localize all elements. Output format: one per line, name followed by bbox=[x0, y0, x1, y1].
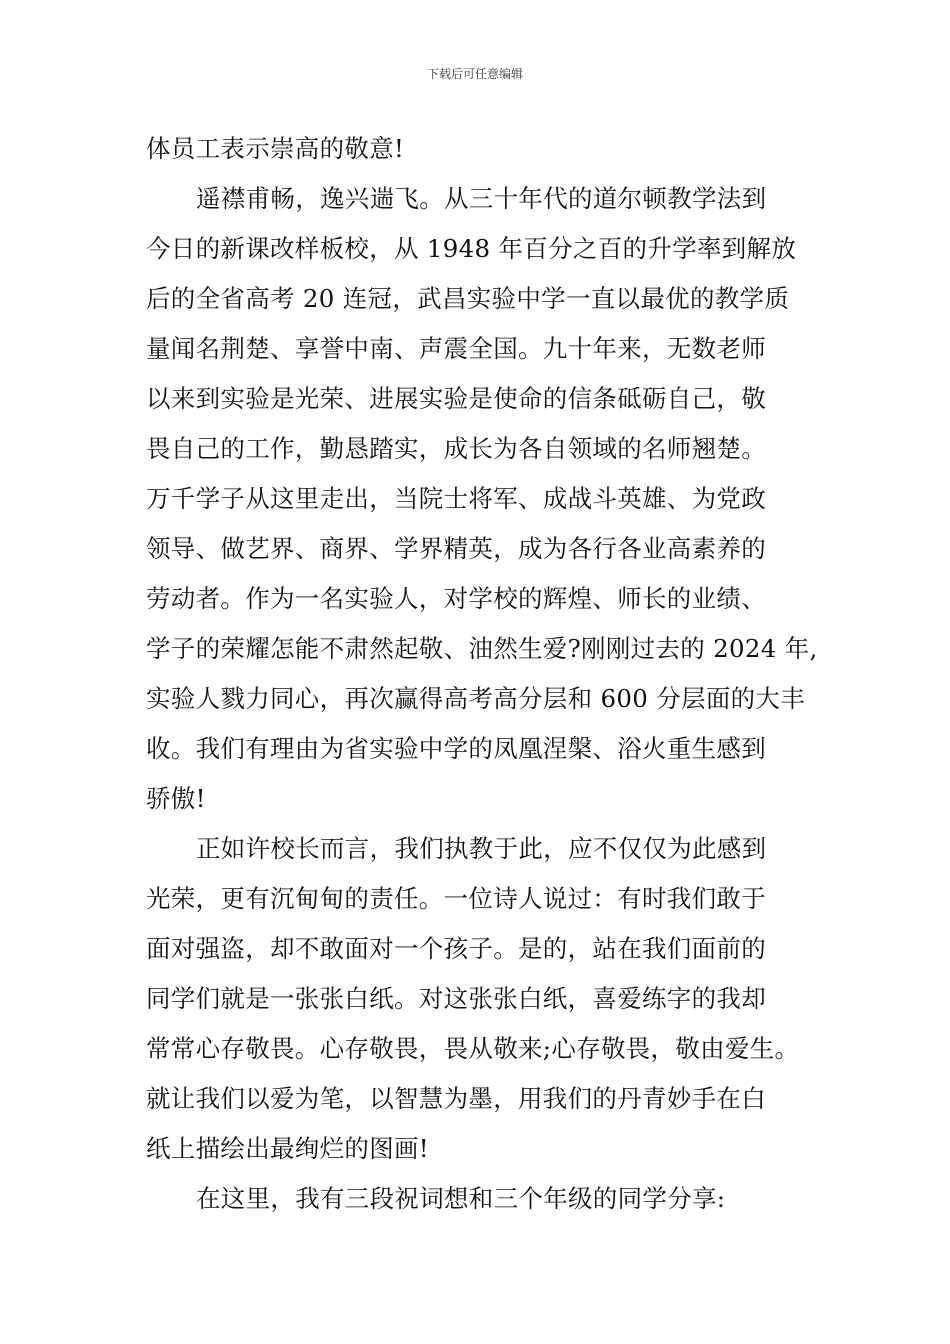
text-line: 学子的荣耀怎能不肃然起敬、油然生爱?刚刚过去的 2024 年, bbox=[146, 634, 818, 663]
text-line: 领导、做艺界、商界、学界精英，成为各行各业高素养的 bbox=[146, 534, 766, 563]
document-body bbox=[146, 124, 818, 1224]
text-line: 就让我们以爱为笔，以智慧为墨，用我们的丹青妙手在白 bbox=[146, 1084, 766, 1113]
text-line: 畏自己的工作，勤恳踏实，成长为各自领域的名师翘楚。 bbox=[146, 434, 766, 463]
text-line: 量闻名荆楚、享誉中南、声震全国。九十年来，无数老师 bbox=[146, 334, 766, 363]
text-line: 面对强盗，却不敢面对一个孩子。是的，站在我们面前的 bbox=[146, 934, 766, 963]
text-line: 实验人戮力同心，再次赢得高考高分层和 600 分层面的大丰 bbox=[146, 684, 806, 713]
page-header: 下载后可任意编辑 bbox=[426, 67, 523, 81]
text-line: 纸上描绘出最绚烂的图画! bbox=[146, 1134, 429, 1163]
text-line: 光荣，更有沉甸甸的责任。一位诗人说过：有时我们敢于 bbox=[146, 884, 766, 913]
text-line: 遥襟甫畅，逸兴遄飞。从三十年代的道尔顿教学法到 bbox=[196, 184, 767, 213]
text-line: 在这里，我有三段祝词想和三个年级的同学分享: bbox=[196, 1184, 726, 1213]
text-line: 今日的新课改样板校，从 1948 年百分之百的升学率到解放 bbox=[146, 234, 797, 263]
text-line: 后的全省高考 20 连冠，武昌实验中学一直以最优的教学质 bbox=[146, 284, 790, 313]
text-line: 正如许校长而言，我们执教于此，应不仅仅为此感到 bbox=[196, 834, 767, 863]
text-line: 以来到实验是光荣、进展实验是使命的信条砥砺自己，敬 bbox=[146, 384, 766, 413]
text-line: 劳动者。作为一名实验人，对学校的辉煌、师长的业绩、 bbox=[146, 584, 766, 613]
text-line: 收。我们有理由为省实验中学的凤凰涅槃、浴火重生感到 bbox=[146, 734, 766, 763]
text-line: 骄傲! bbox=[146, 784, 206, 813]
text-line: 同学们就是一张张白纸。对这张张白纸，喜爱练字的我却 bbox=[146, 984, 766, 1013]
text-line: 体员工表示崇高的敬意! bbox=[146, 134, 405, 163]
text-line: 常常心存敬畏。心存敬畏，畏从敬来;心存敬畏，敬由爱生。 bbox=[146, 1034, 800, 1063]
text-line: 万千学子从这里走出，当院士将军、成战斗英雄、为党政 bbox=[146, 484, 766, 513]
